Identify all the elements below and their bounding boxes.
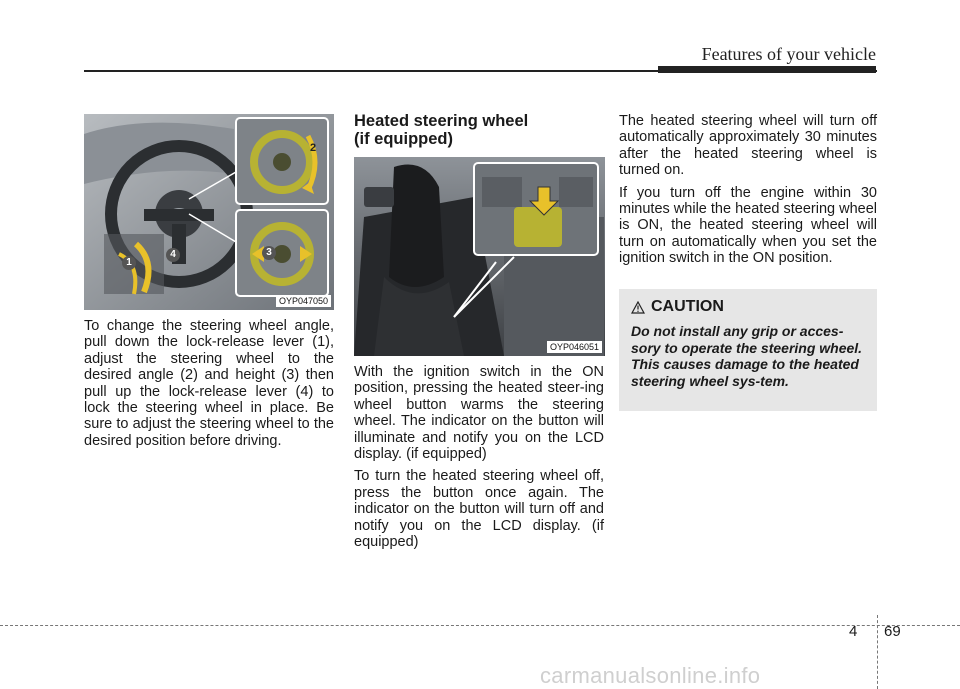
header-tab-bar [658, 66, 876, 73]
warning-triangle-icon [631, 301, 645, 314]
section-title: Features of your vehicle [701, 44, 876, 64]
section-heading [354, 112, 604, 148]
footer-rule [0, 625, 960, 626]
right-column-text [619, 113, 877, 273]
heading-line: Heated steering wheel [354, 112, 529, 130]
image-code: OYP046051 [547, 341, 602, 353]
caution-header [631, 298, 724, 316]
callout-4: 4 [166, 248, 180, 262]
page-number: 69 [884, 623, 901, 640]
footer-divider [877, 615, 878, 689]
caution-box [619, 289, 877, 411]
paragraph: The heated steering wheel will turn off automatically approximately 30 minutes after the heated steering wheel is turned on. [619, 113, 877, 179]
paragraph: To change the steering wheel angle, pull down the lock-release lever (1), adjust the steering wheel to the desired angle (2) and height (3) then pull up the lock-release lever (4) to lock the steering wheel in place. Be sure to adjust the steering wheel to the desired position before driving. [84, 318, 334, 449]
caution-title: CAUTION [651, 298, 724, 315]
caution-text: Do not install any grip or acces-sory to operate the steering wheel. This causes damage to the heated steering wheel sys-tem. [631, 323, 863, 389]
image-code: OYP047050 [276, 295, 331, 307]
watermark[interactable]: carmanualsonline.info [540, 663, 761, 688]
callout-1: 1 [122, 256, 136, 270]
middle-column-text [354, 364, 604, 556]
steering-adjust-image [84, 114, 334, 310]
left-column-text [84, 318, 334, 455]
callout-3: 3 [262, 246, 276, 260]
paragraph: If you turn off the engine within 30 minutes while the heated steering wheel is ON, the heated steering wheel will turn on automatically when you set the ignition switch in the ON position. [619, 184, 877, 267]
chapter-number: 4 [849, 623, 858, 640]
callout-2: 2 [310, 142, 317, 154]
paragraph: With the ignition switch in the ON position, pressing the heated steer-ing wheel button warms the steering wheel. The indicator on the button will illuminate and notify you on the LCD display. (if equipped) [354, 364, 604, 463]
heated-wheel-button-image [354, 157, 605, 356]
heading-line: (if equipped) [354, 130, 453, 148]
paragraph: To turn the heated steering wheel off, press the button once again. The indicator on the button will turn off and notify you on the LCD display. (if equipped) [354, 468, 604, 551]
